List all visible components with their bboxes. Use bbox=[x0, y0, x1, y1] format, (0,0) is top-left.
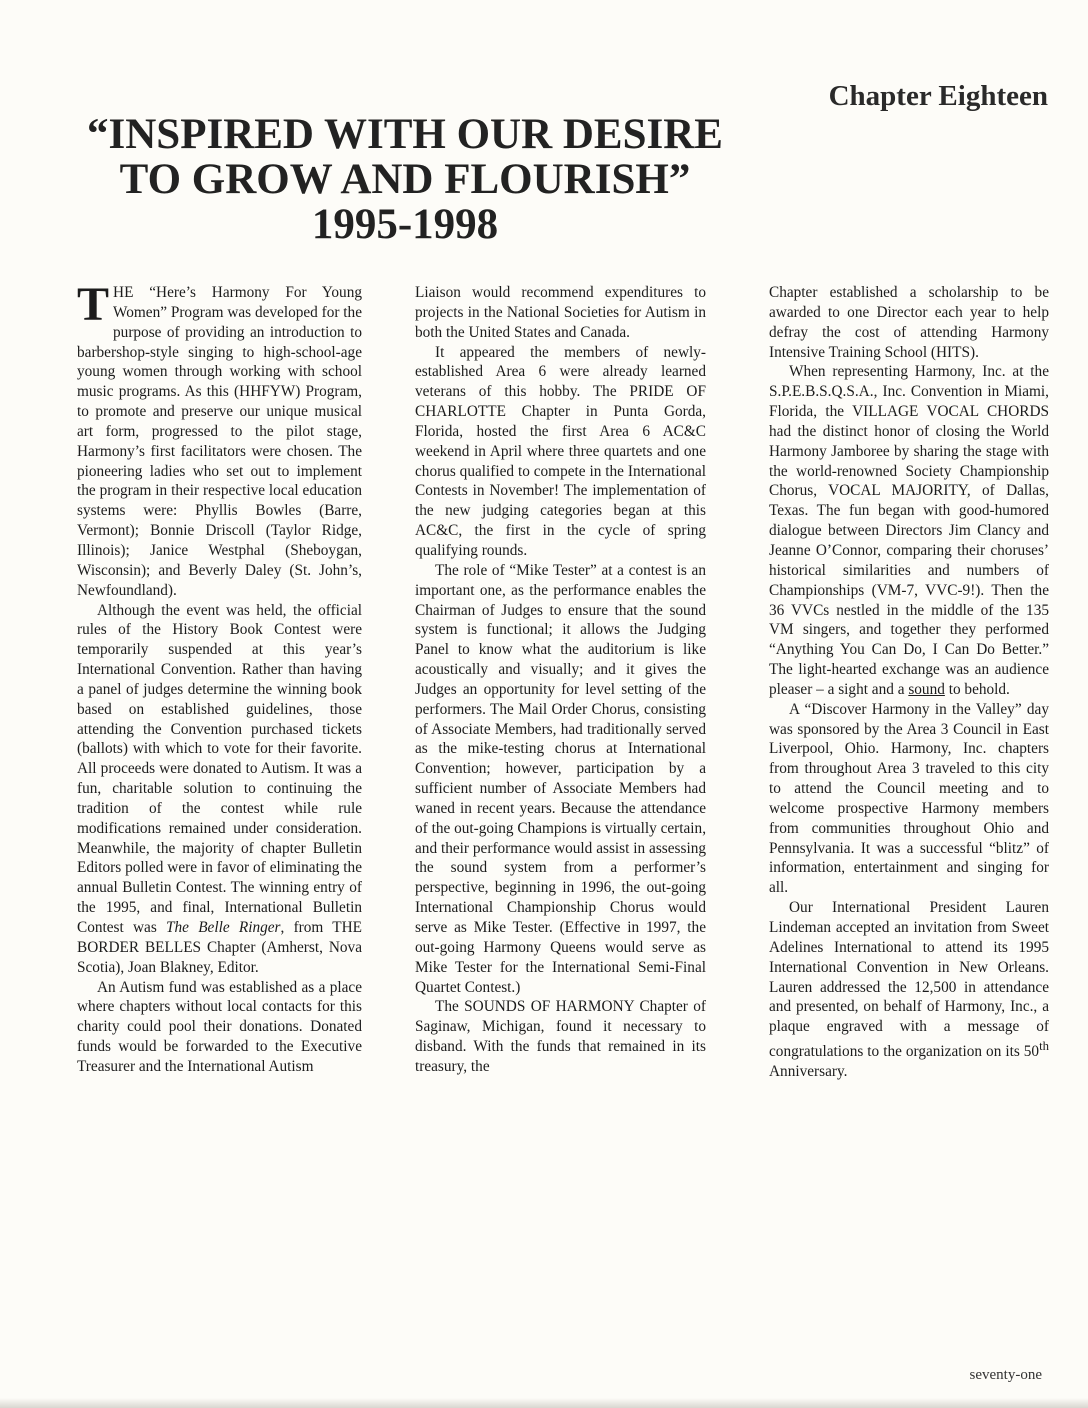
paragraph-text: When representing Harmony, Inc. at the S.P.E.B.S.Q.S.A., Inc. Convention in Miami, Florida, the VILLAGE VOCAL CHORDS had the distinct honor of closing the World Harmony Jamboree by sharing the stage with the world-renowned Society Championship Chorus, VOCAL MAJORITY, of Dallas, Texas. The fun began with good-humored dialogue between Directors Jim Clancy and Jeanne O’Connor, comparing their choruses’ historical similarities and numbers of Championships (VM-7, VVC-9!). Then the 36 VVCs nestled in the middle of the 135 VM singers, and together they performed “Anything You Can Do, I Can Do Better.” The light-hearted exchange was an audience pleaser – a sight and a bbox=[769, 363, 1049, 698]
paragraph-text: , from THE BORDER BELLES Chapter (Amherst, Nova Scotia), Joan Blakney, Editor. bbox=[77, 919, 362, 976]
paragraph-text: to behold. bbox=[944, 680, 1010, 698]
paragraph-text: Anniversary. bbox=[769, 1063, 848, 1080]
page-number: seventy-one bbox=[969, 1367, 1042, 1383]
paragraph-text: HE “Here’s Harmony For Young Women” Program was developed for the purpose of providing an introduction to barbershop-style singing to high-school-age young women through working with school music programs. As this (HHFYW) Program, to promote and preserve our unique musical art form, progressed to the pilot stage, Harmony’s first facilitators were chosen. The pioneering ladies who set out to implement the program in their respective local education systems were: Phyllis Bowles (Barre, Vermont); Bonnie Driscoll (Taylor Ridge, Illinois); Janice Westphal (Sheboygan, Wisconsin); and Beverly Daley (St. John’s, Newfoundland). bbox=[77, 284, 362, 599]
title-line-2: TO GROW AND FLOURISH” bbox=[119, 156, 691, 203]
paragraph bbox=[77, 278, 362, 601]
title-line-1: “INSPIRED WITH OUR DESIRE bbox=[87, 111, 723, 158]
underlined-word: sound bbox=[908, 680, 945, 698]
paragraph: A “Discover Harmony in the Valley” day was sponsored by the Area 3 Council in East Liverpool, Ohio. Harmony, Inc. chapters from throughout Area 3 traveled to this city to attend the Council meeting and to welcome prospective Harmony members from communities throughout Ohio and Pennsylvania. It was a successful “blitz” of information, entertainment and singing for all. bbox=[769, 700, 1049, 897]
text-column-1 bbox=[77, 278, 362, 1077]
paragraph: The SOUNDS OF HARMONY Chapter of Saginaw, Michigan, found it necessary to disband. With the funds that remained in its treasury, the bbox=[415, 998, 706, 1075]
drop-cap: T bbox=[77, 278, 110, 331]
paragraph-text: Although the event was held, the official rules of the History Book Contest were temporarily suspended at this year’s International Convention. Rather than having a panel of judges determine the winning book based on established guidelines, those attending the Convention purchased tickets (ballots) with which to vote for their favorite. All proceeds were donated to Autism. It was a fun, charitable solution to continuing the tradition of the contest while rule modifications remained under consideration. Meanwhile, the majority of chapter Bulletin Editors polled were in favor of eliminating the annual Bulletin Contest. The winning entry of the 1995, and final, International Bulletin Contest was bbox=[77, 601, 362, 936]
paragraph: Chapter established a scholarship to be awarded to one Director each year to help defray the cost of attending Harmony Intensive Training School (HITS). bbox=[769, 284, 1049, 361]
paragraph bbox=[769, 898, 1049, 1082]
paragraph: Liaison would recommend expenditures to projects in the National Societies for Autism in both the United States and Canada. bbox=[415, 284, 706, 341]
bulletin-title: The Belle Ringer bbox=[166, 919, 281, 936]
paragraph bbox=[77, 601, 362, 978]
paragraph: An Autism fund was established as a place where chapters without local contacts for this charity could pool their donations. Donated funds would be forwarded to the Executive Treasurer and the International Autism bbox=[77, 978, 362, 1075]
text-column-3 bbox=[769, 283, 1049, 1082]
paragraph-text: Our International President Lauren Lindeman accepted an invitation from Sweet Adelines International to attend its 1995 International Convention in New Orleans. Lauren addressed the 12,500 in attendance and presented, on behalf of Harmony, Inc., a plaque engraved with a message of congratulations to the organization on its 50 bbox=[769, 899, 1049, 1061]
paragraph: The role of “Mike Tester” at a contest is an important one, as the performance enables the Chairman of Judges to ensure that the sound system is functional; it allows the Judging Panel to know what the auditorium is like acoustically and visually; and it gives the Judges an opportunity for level setting of the performers. The Mail Order Chorus, consisting of Associate Members, had traditionally served as the mike-testing chorus at International Convention; however, participation by a sufficient number of Associate Members had waned in recent years. Because the attendance of the out-going Champions is virtually certain, and their performance would assist in assessing the sound system from a performer’s perspective, beginning in 1996, the out-going International Championship Chorus would serve as Mike Tester. (Effective in 1997, the out-going Harmony Queens would serve as Mike Tester for the International Semi-Final Quartet Contest.) bbox=[415, 561, 707, 996]
title-years: 1995-1998 bbox=[311, 201, 499, 248]
scan-edge bbox=[0, 1398, 1088, 1408]
paragraph: It appeared the members of newly-established Area 6 were already learned veterans of this hobby. The PRIDE OF CHARLOTTE Chapter in Punta Gorda, Florida, hosted the first Area 6 AC&C weekend in April where three quartets and one chorus qualified to compete in the International Contests in November! The implementation of the new judging categories began at this AC&C, the first in the cycle of spring qualifying rounds. bbox=[415, 343, 706, 559]
chapter-label: Chapter Eighteen bbox=[828, 80, 1048, 112]
text-column-2 bbox=[415, 283, 706, 1077]
paragraph bbox=[769, 362, 1049, 699]
chapter-title bbox=[60, 112, 750, 247]
ordinal-suffix: th bbox=[1039, 1039, 1049, 1054]
